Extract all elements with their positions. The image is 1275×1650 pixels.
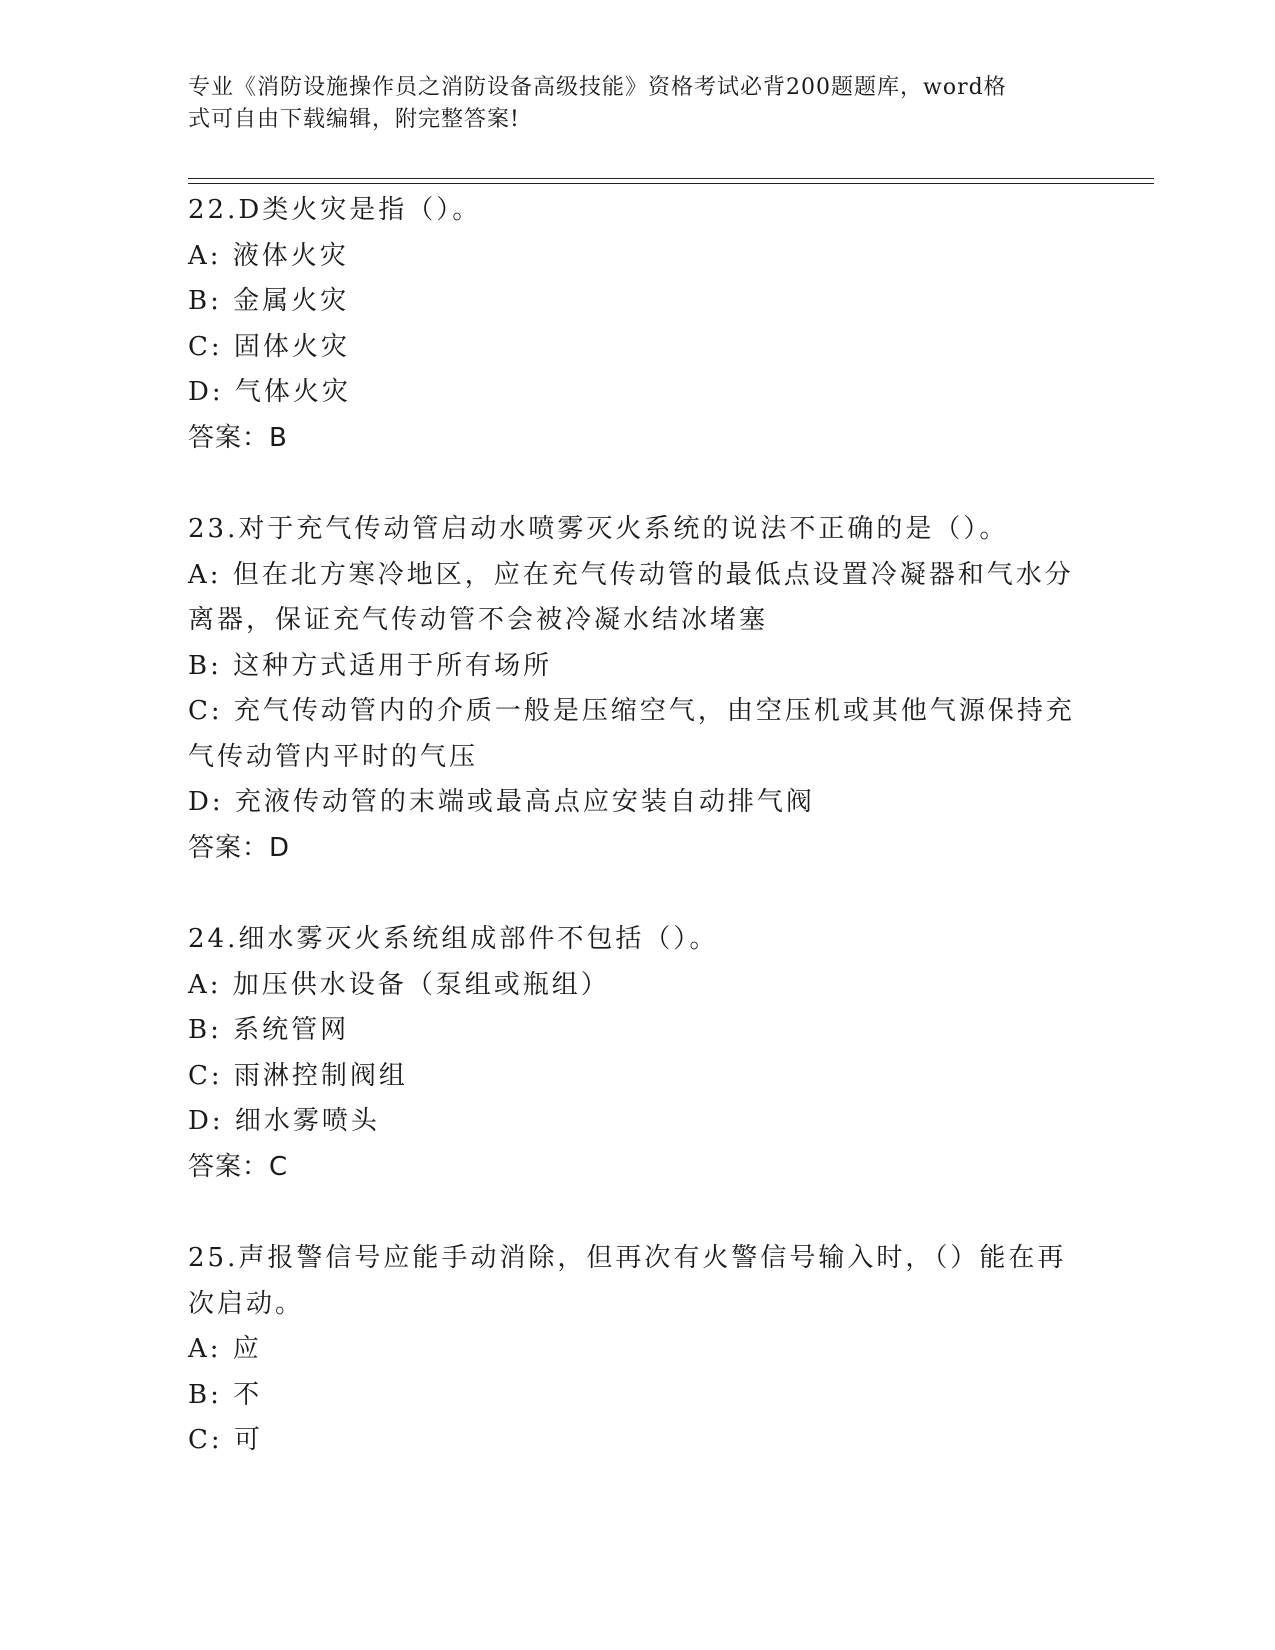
option-b: B: 系统管网 bbox=[188, 1015, 350, 1045]
question-list bbox=[188, 188, 1088, 1510]
answer-label: 答案：B bbox=[188, 422, 288, 453]
option-c: C: 可 bbox=[188, 1425, 263, 1455]
option-d: D: 充液传动管的末端或最高点应安装自动排气阀 bbox=[188, 787, 815, 817]
option-b: B: 这种方式适用于所有场所 bbox=[188, 650, 553, 681]
option-d: D: 气体火灾 bbox=[188, 377, 351, 407]
option-b: B: 不 bbox=[188, 1379, 263, 1410]
question-24 bbox=[188, 917, 1088, 1190]
option-a: A: 但在北方寒冷地区，应在充气传动管的最低点设置冷凝器和气水分离器，保证充气传动管不会被冷凝水结冰堵塞 bbox=[188, 559, 1074, 635]
answer-label: 答案：D bbox=[188, 832, 291, 863]
option-a: A: 应 bbox=[188, 1334, 262, 1364]
answer-label: 答案：C bbox=[188, 1151, 289, 1182]
document-header bbox=[188, 72, 1068, 136]
header-divider-top bbox=[188, 178, 1154, 179]
question-25 bbox=[188, 1236, 1088, 1464]
question-22 bbox=[188, 188, 1088, 461]
option-b: B: 金属火灾 bbox=[188, 286, 350, 316]
question-23 bbox=[188, 507, 1088, 871]
option-c: C: 充气传动管内的介质一般是压缩空气，由空压机或其他气源保持充气传动管内平时的气压 bbox=[188, 696, 1075, 772]
question-stem: 22.D类火灾是指（）。 bbox=[188, 195, 482, 225]
option-c: C: 固体火灾 bbox=[188, 331, 350, 362]
question-stem: 25.声报警信号应能手动消除，但再次有火警信号输入时，（）能在再次启动。 bbox=[188, 1243, 1067, 1319]
header-divider-bottom bbox=[188, 183, 1154, 184]
question-stem: 24.细水雾灭火系统组成部件不包括（）。 bbox=[188, 924, 719, 954]
header-line-1: 专业《消防设施操作员之消防设备高级技能》资格考试必背200题题库，word格 bbox=[188, 75, 1007, 100]
option-d: D: 细水雾喷头 bbox=[188, 1106, 380, 1136]
option-a: A: 加压供水设备（泵组或瓶组） bbox=[188, 969, 610, 1000]
option-c: C: 雨淋控制阀组 bbox=[188, 1060, 408, 1091]
question-stem: 23.对于充气传动管启动水喷雾灭火系统的说法不正确的是（）。 bbox=[188, 514, 1009, 544]
option-a: A: 液体火灾 bbox=[188, 240, 349, 271]
header-line-2: 式可自由下载编辑，附完整答案! bbox=[188, 107, 520, 132]
